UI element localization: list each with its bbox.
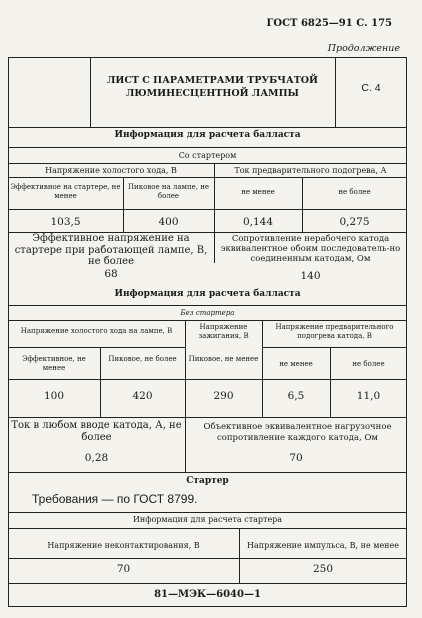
section2-value: 420 <box>132 390 153 402</box>
cathode-load-label: Объективное эквивалентное нагрузочное сопротивление каждого катода, Ом <box>203 422 392 443</box>
section1-divider-main <box>214 163 215 263</box>
section1-current-header: Ток предварительного подогрева, А <box>234 166 387 175</box>
rule <box>8 417 407 418</box>
section2-title: Информация для расчета балласта <box>114 289 301 299</box>
contact-voltage-label: Напряжение неконтактирования, В <box>47 541 200 550</box>
section1-value: 400 <box>158 216 179 228</box>
section2-divider <box>185 320 186 417</box>
section3-title: Информация для расчета стартера <box>132 515 283 524</box>
sheet-title-line2: ЛЮМИНЕСЦЕНТНОЙ ЛАМПЫ <box>126 88 299 99</box>
section1-voltage-header: Напряжение холостого хода, В <box>45 166 177 175</box>
pulse-voltage-label: Напряжение импульса, В, не менее <box>247 541 399 550</box>
section2-divider <box>330 347 331 417</box>
contact-voltage-value: 70 <box>116 563 131 575</box>
sheet-title <box>90 74 335 100</box>
footer-code: 81—МЭК—6040—1 <box>154 589 261 600</box>
starter-requirement: Требования — по ГОСТ 8799. <box>32 492 198 506</box>
cathode-current-label: Ток в любом вводе катода, А, не более <box>11 420 182 443</box>
section2-peak-label: Пиковое, не более <box>108 355 177 363</box>
sheet-title-line1: ЛИСТ С ПАРАМЕТРАМИ ТРУБЧАТОЙ <box>106 75 319 86</box>
rule <box>8 512 407 513</box>
cathode-current-value: 0,28 <box>84 452 109 464</box>
continuation-label: Продолжение <box>327 43 400 54</box>
section2-voltage-header: Напряжение холостого хода на лампе, В <box>20 327 173 335</box>
section1-group-label: Со стартером <box>178 151 237 160</box>
resistance-value: 140 <box>300 270 321 282</box>
sheet-page-number: С. 4 <box>361 82 381 94</box>
rule <box>8 163 407 164</box>
section2-group-label: Без стартера <box>180 309 235 317</box>
rule <box>8 147 407 148</box>
rule <box>8 305 407 306</box>
rule <box>8 320 407 321</box>
rule <box>8 177 407 178</box>
section2-preheat-header: Напряжение предварительного подогрева катода, В <box>275 323 394 340</box>
section1-not-more: не более <box>338 188 371 196</box>
rule <box>8 472 407 473</box>
section2-value: 290 <box>213 390 234 402</box>
rule <box>8 347 185 348</box>
section1-title: Информация для расчета балласта <box>114 130 301 140</box>
section1-effective-label: Эффективное на стартере, не менее <box>10 183 121 200</box>
section2-effective-label: Эффективное, не менее <box>22 355 86 372</box>
section2-not-less: не менее <box>279 360 313 368</box>
section2-value: 100 <box>43 390 65 402</box>
starter-title: Стартер <box>186 476 229 486</box>
rule <box>8 127 407 128</box>
section1-not-less: не менее <box>241 188 275 196</box>
section2-ignition-sub: Пиковое, не менее <box>188 355 259 363</box>
starter-voltage-value: 68 <box>104 268 118 280</box>
rule <box>8 528 407 529</box>
rule <box>8 558 407 559</box>
pulse-voltage-value: 250 <box>312 563 334 575</box>
section2-value: 6,5 <box>287 390 305 402</box>
rule <box>8 583 407 584</box>
starter-voltage-label: Эффективное напряжение на стартере при работающей лампе, В, не более <box>14 233 208 267</box>
section2-not-more: не более <box>352 360 385 368</box>
rule <box>8 379 407 380</box>
section2-divider <box>100 347 101 417</box>
resistance-label: Сопротивление нерабочего катода эквивалентное обоим последователь-но соединенным катодам, Ом <box>220 234 401 264</box>
section2-value: 11,0 <box>356 390 381 402</box>
section1-value: 0,144 <box>242 216 274 228</box>
section2-ignition-header: Напряжение зажигания, В <box>198 323 249 340</box>
gost-page-header: ГОСТ 6825—91 С. 175 <box>266 18 392 29</box>
cathode-load-value: 70 <box>289 452 303 464</box>
rule <box>8 209 407 210</box>
section1-peak-label: Пиковое на лампе, не более <box>127 183 210 200</box>
rule <box>262 347 407 348</box>
section1-value: 0,275 <box>339 216 370 228</box>
section1-value: 103,5 <box>50 216 81 228</box>
